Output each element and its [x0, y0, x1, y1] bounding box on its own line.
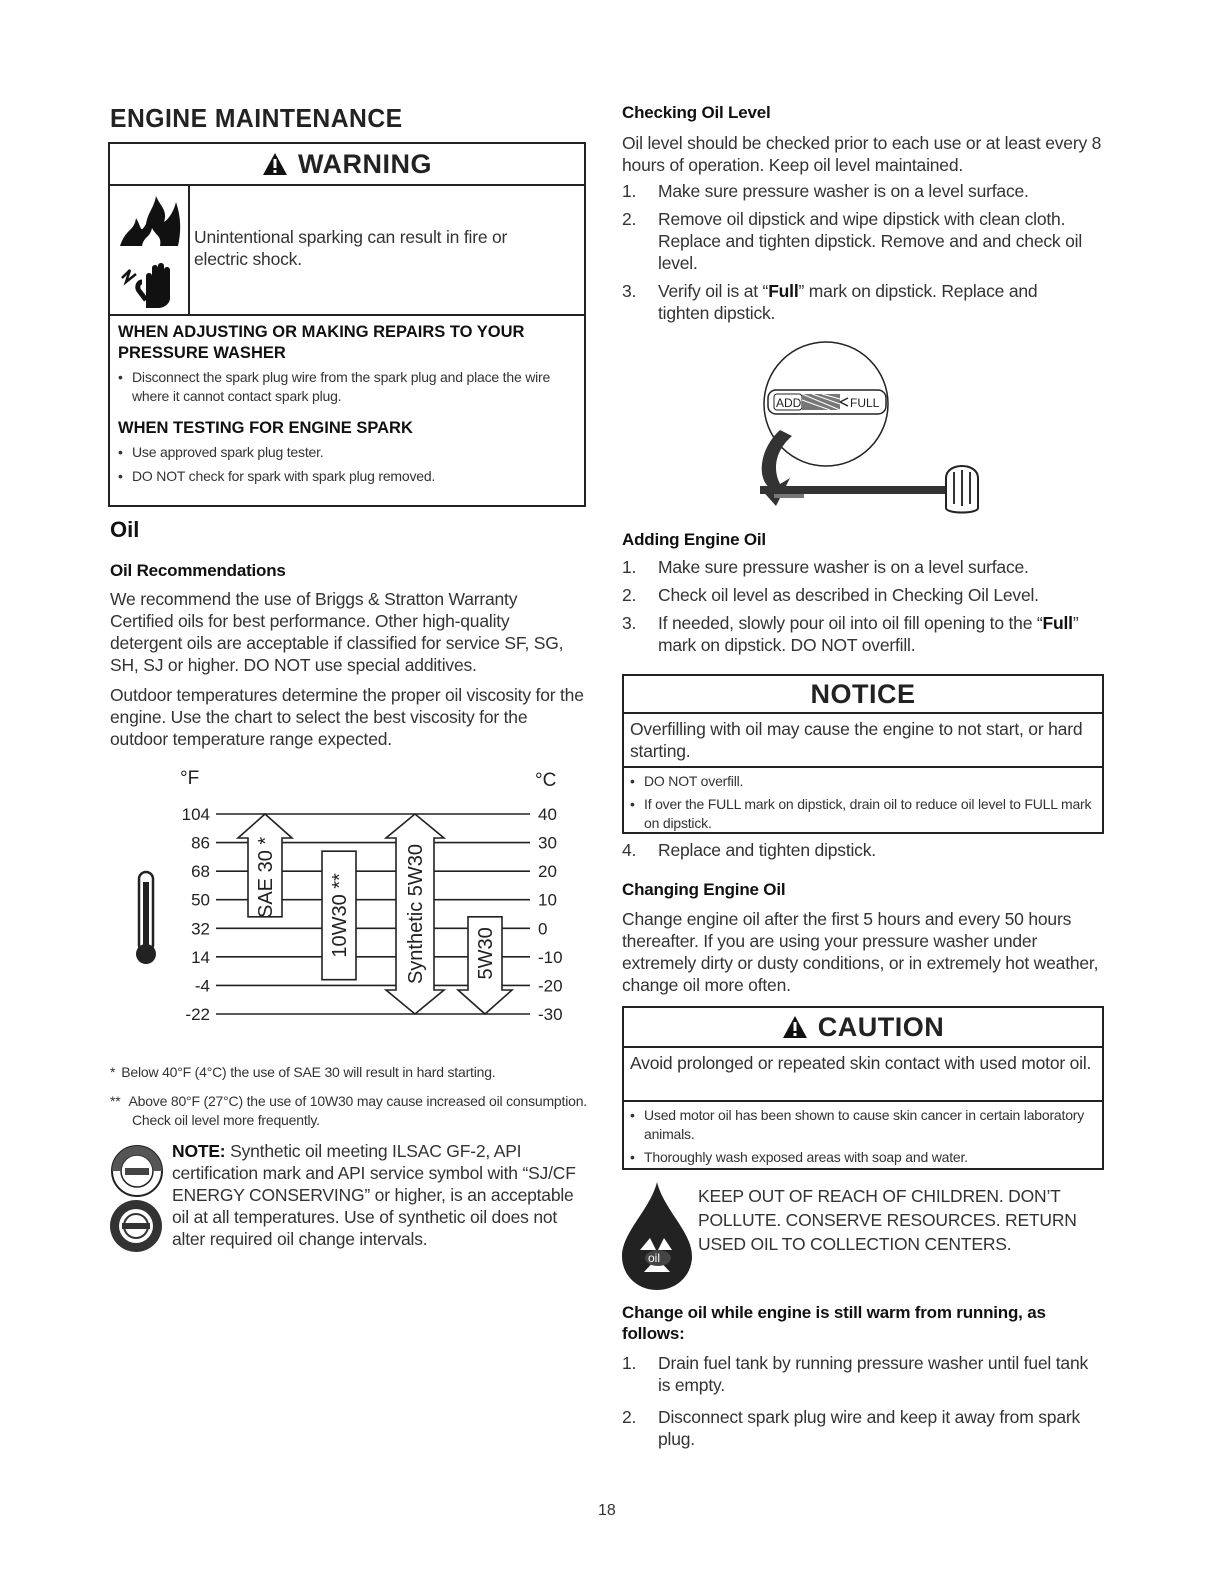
celsius-tick-label: 0 [538, 919, 548, 939]
adding-oil-heading: Adding Engine Oil [622, 530, 766, 549]
notice-text: Overfilling with oil may cause the engine to not start, or hard starting. [624, 714, 1102, 768]
changing-oil-text: Change engine oil after the first 5 hours and every 50 hours thereafter. If you are using your pressure washer under extremely dirty or dusty conditions, or in extremely hot weather, change oil more often. [622, 909, 1099, 995]
fahrenheit-tick-label: 104 [181, 805, 210, 824]
fahrenheit-tick-label: -4 [194, 976, 210, 996]
viscosity-bar-sae-30 [238, 814, 292, 918]
api-certification-mark-icon [108, 1198, 164, 1254]
fahrenheit-tick-label: -22 [185, 1005, 210, 1024]
dipstick-illustration [740, 338, 1000, 528]
notice-list [624, 768, 1102, 833]
note-label: NOTE: [172, 1141, 226, 1161]
warning-hazard-row [110, 186, 584, 316]
caution-text: Avoid prolonged or repeated skin contact with used motor oil. [624, 1048, 1102, 1102]
warning-section-1-list [118, 368, 568, 406]
notice-box [622, 674, 1104, 834]
page-number: 18 [598, 1502, 616, 1519]
thermometer-icon [136, 872, 156, 964]
checking-oil-intro: Oil level should be checked prior to each use or at least every 8 hours of operation. Keep oil level maintained. [622, 133, 1102, 175]
changing-oil-heading: Changing Engine Oil [622, 880, 786, 899]
list-item: 2. Disconnect spark plug wire and keep it away from spark plug. [622, 1407, 1081, 1449]
list-item: • Used motor oil has been shown to cause skin cancer in certain laboratory animals. [630, 1106, 1096, 1144]
fahrenheit-tick-label: 50 [191, 890, 210, 910]
adding-oil-step-4 [622, 839, 1092, 867]
oil-para-1: We recommend the use of Briggs & Stratton Warranty Certified oils for best performance. Other high-quality detergent oils are acceptable if classified for service SF, SG, SH, SJ or higher. DO NOT use special additives. [110, 589, 564, 675]
recycle-icon-label: oil [648, 1251, 661, 1265]
recycle-oil-drop-icon [620, 1180, 694, 1292]
viscosity-bar-synthetic-5w30 [386, 814, 444, 1014]
viscosity-chart [130, 762, 590, 1052]
list-item: • DO NOT overfill. [630, 772, 1096, 791]
caution-signal-bar [624, 1008, 1102, 1048]
fahrenheit-axis-label: °F [180, 768, 200, 789]
dipstick-add-label: ADD [776, 396, 802, 410]
viscosity-bar-label: SAE 30 * [255, 836, 277, 919]
list-item: 1. Drain fuel tank by running pressure washer until fuel tank is empty. [622, 1353, 1089, 1395]
footnote-2 [110, 1092, 592, 1130]
caution-box [622, 1006, 1104, 1170]
notice-signal-word: NOTICE [810, 678, 916, 709]
list-item: • If over the FULL mark on dipstick, drain oil to reduce oil level to FULL mark on dipstick. [630, 795, 1096, 833]
footnote-1-text: Below 40°F (4°C) the use of SAE 30 will result in hard starting. [121, 1064, 496, 1080]
list-item: 2. Check oil level as described in Checking Oil Level. [622, 585, 1039, 605]
viscosity-bar-label: Synthetic 5W30 [405, 843, 427, 985]
warning-section-1-title-line1: WHEN ADJUSTING OR MAKING REPAIRS TO YOUR [118, 323, 525, 341]
alert-triangle-icon [262, 152, 288, 176]
checking-oil-heading: Checking Oil Level [622, 103, 771, 122]
celsius-tick-label: 10 [538, 890, 557, 910]
list-item: • Use approved spark plug tester. [118, 443, 576, 462]
adding-oil-steps [622, 556, 1092, 662]
list-item: 4. Replace and tighten dipstick. [622, 840, 876, 860]
list-item: 1. Make sure pressure washer is on a level surface. [622, 181, 1029, 201]
footnote-1 [110, 1063, 585, 1082]
fire-icon [112, 188, 186, 248]
celsius-tick-label: -30 [538, 1005, 563, 1024]
viscosity-bar-10w30 [322, 851, 356, 980]
list-item: 1. Make sure pressure washer is on a level surface. [622, 557, 1029, 577]
celsius-ticks [538, 805, 563, 1024]
hazard-icon-cell [110, 186, 190, 314]
oil-para-2: Outdoor temperatures determine the proper oil viscosity for the engine. Use the chart to select the best viscosity for the outdoor temperature range expected. [110, 685, 584, 749]
footnote-2-mark: ** [110, 1093, 121, 1109]
warning-section-2-list [118, 443, 576, 486]
fahrenheit-ticks [182, 805, 210, 1024]
alert-triangle-icon [782, 1015, 808, 1039]
warning-section-1-title-line2: PRESSURE WASHER [118, 344, 286, 362]
change-warm-heading: Change oil while engine is still warm from running, as follows: [622, 1303, 1046, 1343]
note-text: Synthetic oil meeting ILSAC GF-2, API certification mark and API service symbol with “SJ/CF ENERGY CONSERVING” or higher, is an acceptable oil at all temperatures. Use of synthetic oil does not alter required oil change intervals. [172, 1141, 576, 1249]
dipstick-full-label: FULL [850, 396, 880, 410]
caution-signal-word: CAUTION [817, 1011, 945, 1042]
viscosity-bar-label: 5W30 [475, 927, 497, 980]
viscosity-bar-label: 10W30 ** [329, 873, 351, 958]
caution-list [624, 1102, 1102, 1167]
celsius-tick-label: 40 [538, 805, 557, 824]
list-item: 2. Remove oil dipstick and wipe dipstick with clean cloth. Replace and tighten dipstick. Remove and and check oil level. [622, 209, 1083, 273]
warning-signal-bar [110, 144, 584, 186]
warning-box [108, 142, 586, 507]
change-warm-steps [622, 1352, 1102, 1456]
celsius-tick-label: -20 [538, 976, 563, 996]
fahrenheit-tick-label: 14 [191, 947, 210, 967]
list-item: • Disconnect the spark plug wire from the spark plug and place the wire where it cannot contact spark plug. [118, 368, 568, 406]
fahrenheit-tick-label: 86 [191, 833, 210, 853]
hazard-text: Unintentional sparking can result in fire or electric shock. [194, 227, 508, 269]
api-service-symbol-icon [110, 1144, 164, 1198]
list-item: 3. If needed, slowly pour oil into oil fill opening to the “Full” mark on dipstick. DO NOT overfill. [622, 613, 1079, 655]
celsius-axis-label: °C [535, 770, 557, 791]
page-title: ENGINE MAINTENANCE [110, 103, 403, 133]
oil-recommendations-heading: Oil Recommendations [110, 561, 286, 580]
recycle-text: KEEP OUT OF REACH OF CHILDREN. DON’T POLLUTE. CONSERVE RESOURCES. RETURN USED OIL TO COLLECTION CENTERS. [698, 1186, 1077, 1254]
viscosity-bars [238, 814, 512, 1014]
fahrenheit-tick-label: 32 [191, 919, 210, 939]
celsius-tick-label: -10 [538, 947, 563, 967]
footnote-2-text: Above 80°F (27°C) the use of 10W30 may cause increased oil consumption. Check oil level more frequently. [128, 1093, 587, 1128]
fahrenheit-tick-label: 68 [191, 862, 210, 882]
electric-shock-icon [112, 248, 186, 312]
celsius-tick-label: 20 [538, 862, 557, 882]
notice-signal-bar [624, 676, 1102, 714]
list-item: 3. Verify oil is at “Full” mark on dipstick. Replace and tighten dipstick. [622, 281, 1038, 323]
oil-heading: Oil [110, 517, 140, 542]
warning-section-2-title: WHEN TESTING FOR ENGINE SPARK [118, 419, 413, 437]
celsius-tick-label: 30 [538, 833, 557, 853]
warning-signal-word: WARNING [298, 148, 432, 179]
viscosity-bar-5w30 [458, 917, 512, 1014]
footnote-1-mark: * [110, 1064, 116, 1080]
list-item: • DO NOT check for spark with spark plug removed. [118, 467, 576, 486]
warning-section-1 [110, 316, 584, 486]
list-item: • Thoroughly wash exposed areas with soap and water. [630, 1148, 1096, 1167]
checking-oil-steps [622, 180, 1092, 330]
note-paragraph [172, 1140, 590, 1250]
